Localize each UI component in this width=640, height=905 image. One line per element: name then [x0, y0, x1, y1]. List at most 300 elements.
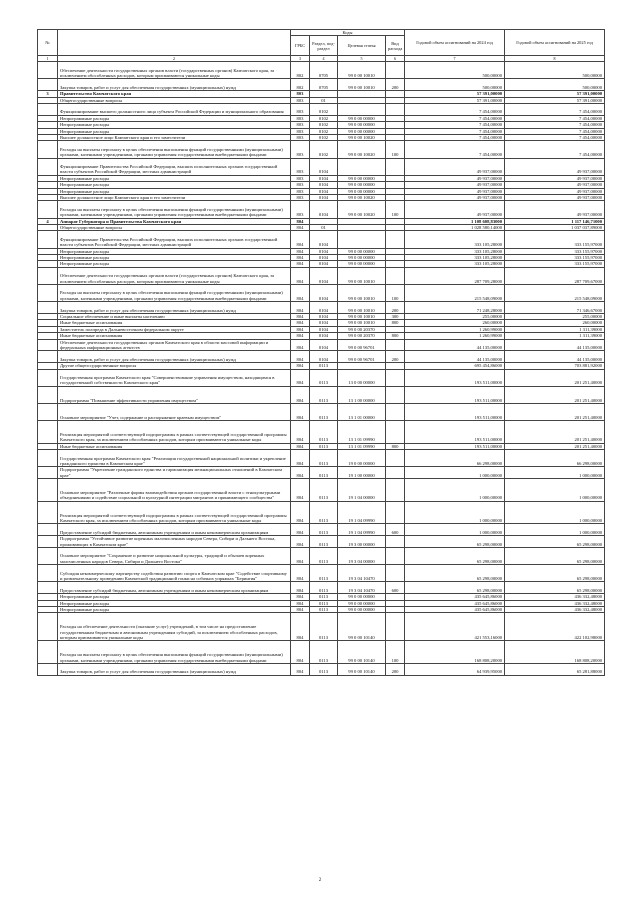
row-target-item: 99 0 00 10140: [338, 641, 386, 664]
row-target-item: 19 1 04 09990: [338, 501, 386, 524]
row-grbs: 803: [291, 115, 310, 121]
row-target-item: 99 0 00 20370: [338, 333, 386, 339]
row-target-item: 99 0 00 00000: [338, 115, 386, 121]
row-grbs: 804: [291, 255, 310, 261]
colnum-2: 2: [58, 56, 291, 62]
row-amount-2025: 65 298,00000: [505, 565, 605, 582]
row-target-item: 99 0 00 00000: [338, 128, 386, 134]
row-section: 01: [310, 97, 338, 103]
row-amount-2024: 7 454,00000: [405, 122, 505, 128]
row-amount-2024: 695 454,86000: [405, 363, 505, 369]
table-row: [38, 421, 605, 444]
row-grbs: 803: [291, 182, 310, 188]
row-number: [38, 524, 58, 536]
row-grbs: 804: [291, 248, 310, 254]
row-target-item: 19 3 04 10470: [338, 582, 386, 594]
row-expense-type: 200: [386, 79, 405, 91]
row-amount-2024: 65 298,00000: [405, 536, 505, 548]
row-grbs: 804: [291, 261, 310, 267]
row-expense-type: 800: [386, 320, 405, 326]
row-name: Непрограммные расходы: [58, 115, 291, 121]
colnum-8: 8: [505, 56, 605, 62]
row-amount-2025: 7 454,00000: [505, 135, 605, 141]
row-amount-2024: 44 135,00000: [405, 351, 505, 363]
row-expense-type: [386, 369, 405, 386]
row-name: Непрограммные расходы: [58, 175, 291, 181]
row-section: 0104: [310, 261, 338, 267]
row-amount-2025: 1 037 037,89000: [505, 225, 605, 231]
row-amount-2024: 49 937,00000: [405, 182, 505, 188]
row-expense-type: [386, 158, 405, 175]
row-amount-2024: 7 454,00000: [405, 115, 505, 121]
row-name: Функционирование Правительства Российской Федерации, высших исполнительных органов государственной власти субъектов Российской Федерации, местных администраций: [58, 158, 291, 175]
row-target-item: 13 1 00 00000: [338, 386, 386, 403]
row-name: Непрограммные расходы: [58, 261, 291, 267]
row-number: [38, 663, 58, 675]
row-section: 0113: [310, 443, 338, 449]
row-target-item: 19 3 00 00000: [338, 536, 386, 548]
row-name: Общегосударственные вопросы: [58, 225, 291, 231]
row-target-item: 99 0 00 10020: [338, 195, 386, 201]
row-amount-2024: 435 645,86000: [405, 594, 505, 600]
table-row: [38, 404, 605, 421]
row-amount-2025: 333 155,97000: [505, 261, 605, 267]
row-target-item: 19 3 04 00000: [338, 548, 386, 565]
row-grbs: 804: [291, 524, 310, 536]
row-section: 0104: [310, 326, 338, 332]
table-row: [38, 351, 605, 363]
row-target-item: 99 0 00 00000: [338, 594, 386, 600]
row-name: Иные бюджетные ассигнования: [58, 333, 291, 339]
row-section: 0113: [310, 613, 338, 641]
row-expense-type: [386, 267, 405, 284]
table-row: [38, 467, 605, 479]
table-row: [38, 450, 605, 467]
row-section: 0104: [310, 302, 338, 314]
row-name: Закупка товаров, работ и услуг для обеспечения государственных (муниципальных) нужд: [58, 351, 291, 363]
row-target-item: 99 0 00 00000: [338, 261, 386, 267]
row-number: [38, 267, 58, 284]
row-target-item: 99 0 00 00000: [338, 600, 386, 606]
row-amount-2025: 65 281,88000: [505, 663, 605, 675]
row-amount-2024: 193 511,00000: [405, 443, 505, 449]
row-number: 3: [38, 91, 58, 97]
row-name: Другие общегосударственные вопросы: [58, 363, 291, 369]
row-grbs: 803: [291, 188, 310, 194]
row-amount-2025: 500,00000: [505, 62, 605, 79]
row-amount-2025: 201 251,40000: [505, 404, 605, 421]
row-amount-2024: 66 298,00000: [405, 450, 505, 467]
row-number: 4: [38, 218, 58, 224]
row-number: [38, 582, 58, 594]
row-amount-2025: 168 808,20000: [505, 641, 605, 664]
row-name: Обеспечение деятельности государственных органов власти (государственных органов) Камчатского края, за исключением обособленных расходов, которым присваиваются уникальные коды: [58, 267, 291, 284]
row-amount-2024: 1 000,00000: [405, 467, 505, 479]
row-amount-2025: 287 709,67000: [505, 267, 605, 284]
row-name: Непрограммные расходы: [58, 255, 291, 261]
row-number: [38, 450, 58, 467]
row-amount-2024: 7 454,00000: [405, 135, 505, 141]
row-number: [38, 386, 58, 403]
row-amount-2025: 65 298,00000: [505, 548, 605, 565]
row-number: [38, 339, 58, 351]
row-name: Закупка товаров, работ и услуг для обеспечения государственных (муниципальных) нужд: [58, 79, 291, 91]
colnum-3: 3: [291, 56, 310, 62]
header-vr: Вид расхода: [386, 36, 405, 56]
row-section: 0102: [310, 128, 338, 134]
row-amount-2024: 49 937,00000: [405, 188, 505, 194]
row-expense-type: [386, 386, 405, 403]
row-target-item: 99 0 00 10020: [338, 201, 386, 218]
row-amount-2024: 49 937,00000: [405, 158, 505, 175]
row-number: [38, 613, 58, 641]
row-expense-type: [386, 501, 405, 524]
row-number: [38, 231, 58, 248]
row-target-item: [338, 158, 386, 175]
row-expense-type: 200: [386, 663, 405, 675]
row-number: [38, 421, 58, 444]
row-amount-2024: 1 108 608,83000: [405, 218, 505, 224]
row-name: Непрограммные расходы: [58, 594, 291, 600]
row-grbs: 804: [291, 267, 310, 284]
row-number: [38, 104, 58, 116]
row-amount-2025: 1 311,39000: [505, 326, 605, 332]
row-grbs: 804: [291, 421, 310, 444]
row-target-item: 13 1 01 00000: [338, 404, 386, 421]
row-grbs: 804: [291, 582, 310, 594]
row-grbs: 804: [291, 225, 310, 231]
table-row: [38, 369, 605, 386]
row-amount-2025: 49 937,00000: [505, 175, 605, 181]
row-number: [38, 501, 58, 524]
row-name: Социальное обеспечение и иные выплаты населению: [58, 314, 291, 320]
row-number: [38, 201, 58, 218]
row-amount-2024: 44 135,00000: [405, 339, 505, 351]
row-grbs: 803: [291, 175, 310, 181]
row-section: 0113: [310, 450, 338, 467]
colnum-7: 7: [405, 56, 505, 62]
row-grbs: 804: [291, 479, 310, 502]
row-amount-2024: 65 298,00000: [405, 548, 505, 565]
row-name: Иные бюджетные ассигнования: [58, 320, 291, 326]
row-grbs: 804: [291, 218, 310, 224]
row-amount-2025: 7 454,00000: [505, 141, 605, 158]
row-amount-2025: 1 311,39000: [505, 333, 605, 339]
row-name: Основное мероприятие "Сохранение и развитие национальной культуры, традиций и обычаев коренных малочисленных народов Севера, Сибири и Дальнего Востока": [58, 548, 291, 565]
row-section: 0102: [310, 115, 338, 121]
row-name: Высшее должностное лицо Камчатского края и его заместители: [58, 195, 291, 201]
row-number: [38, 351, 58, 363]
row-target-item: 99 0 00 00000: [338, 182, 386, 188]
row-amount-2024: 333 105,28000: [405, 255, 505, 261]
row-section: 0113: [310, 421, 338, 444]
table-row: [38, 302, 605, 314]
colnum-6: 6: [386, 56, 405, 62]
row-number: [38, 536, 58, 548]
row-number: [38, 285, 58, 302]
row-target-item: 99 0 00 10010: [338, 314, 386, 320]
row-expense-type: 200: [386, 351, 405, 363]
row-target-item: 99 0 00 00000: [338, 188, 386, 194]
row-section: 0113: [310, 479, 338, 502]
row-name: Государственная программа Камчатского края "Реализация государственной национальной политики и укрепление гражданского единства в Камчатском крае": [58, 450, 291, 467]
row-name: Обеспечение деятельности государственных органов власти (государственных органов) Камчатского края, за исключением обособленных расходов, которым присваиваются уникальные коды: [58, 62, 291, 79]
row-section: 0104: [310, 248, 338, 254]
row-target-item: 19 3 04 10470: [338, 565, 386, 582]
row-name: Обеспечение деятельности государственных органов Камчатского края в области массовой информации и федеральных информационных агентств: [58, 339, 291, 351]
row-name: Закупка товаров, работ и услуг для обеспечения государственных (муниципальных) нужд: [58, 302, 291, 314]
row-name: Основное мероприятие "Различные формы взаимодействия органов государственной власти с этнокультурными объединениями и содействие социальной и культурной интеграции мигрантов и принимающего сообщества": [58, 479, 291, 502]
row-amount-2024: 333 105,28000: [405, 248, 505, 254]
row-target-item: 99 0 00 00000: [338, 248, 386, 254]
row-target-item: [338, 231, 386, 248]
row-expense-type: [386, 613, 405, 641]
row-grbs: 803: [291, 201, 310, 218]
row-expense-type: [386, 479, 405, 502]
row-expense-type: [386, 231, 405, 248]
row-name: Общегосударственные вопросы: [58, 97, 291, 103]
row-amount-2025: 7 454,00000: [505, 115, 605, 121]
row-amount-2025: 49 937,00000: [505, 182, 605, 188]
row-section: 0102: [310, 135, 338, 141]
row-amount-2024: 215 548,09000: [405, 285, 505, 302]
row-target-item: 13 1 01 09990: [338, 443, 386, 449]
row-name: Расходы на выплаты персоналу в целях обеспечения выполнения функций государственными (муниципальными) органами, казенными учреждениями, органами управления государственными внебюджетными фондами: [58, 141, 291, 158]
row-expense-type: 300: [386, 314, 405, 320]
row-expense-type: [386, 339, 405, 351]
row-target-item: 99 0 00 10010: [338, 285, 386, 302]
row-amount-2024: 500,00000: [405, 79, 505, 91]
row-expense-type: 800: [386, 443, 405, 449]
row-grbs: 804: [291, 594, 310, 600]
row-name: Реализация мероприятий соответствующей подпрограммы в рамках соответствующей государственной программы Камчатского края, за исключением обособленных расходов, которым присваиваются уникальные коды: [58, 421, 291, 444]
row-section: 0104: [310, 320, 338, 326]
row-grbs: 803: [291, 195, 310, 201]
row-amount-2024: 421 553,16000: [405, 613, 505, 641]
row-section: 0104: [310, 314, 338, 320]
row-amount-2025: 436 332,48000: [505, 600, 605, 606]
table-row: [38, 524, 605, 536]
row-section: 0113: [310, 606, 338, 612]
row-name: Функционирование высшего должностного лица субъекта Российской Федерации и муниципального образования: [58, 104, 291, 116]
row-number: [38, 404, 58, 421]
row-name: Непрограммные расходы: [58, 248, 291, 254]
row-amount-2025: 422 102,98000: [505, 613, 605, 641]
row-grbs: 803: [291, 97, 310, 103]
row-expense-type: 600: [386, 524, 405, 536]
row-amount-2024: 65 298,00000: [405, 582, 505, 594]
row-grbs: 803: [291, 128, 310, 134]
row-amount-2024: 193 511,00000: [405, 386, 505, 403]
row-grbs: 804: [291, 314, 310, 320]
table-row: [38, 79, 605, 91]
row-amount-2025: 1 000,00000: [505, 479, 605, 502]
row-amount-2025: 333 155,97000: [505, 248, 605, 254]
row-grbs: 804: [291, 404, 310, 421]
row-section: 0113: [310, 386, 338, 403]
table-row: [38, 479, 605, 502]
row-expense-type: 100: [386, 641, 405, 664]
row-amount-2024: 49 937,00000: [405, 175, 505, 181]
row-section: 0113: [310, 536, 338, 548]
table-row: [38, 641, 605, 664]
row-target-item: 99 0 00 96701: [338, 351, 386, 363]
row-target-item: 99 0 00 00000: [338, 255, 386, 261]
row-section: 0104: [310, 201, 338, 218]
row-amount-2025: 255,00000: [505, 314, 605, 320]
row-section: 0104: [310, 285, 338, 302]
row-amount-2025: 333 155,97000: [505, 231, 605, 248]
row-target-item: 99 0 00 00000: [338, 606, 386, 612]
row-grbs: 804: [291, 443, 310, 449]
row-amount-2025: 201 251,40000: [505, 386, 605, 403]
row-section: 0104: [310, 182, 338, 188]
table-row: [38, 231, 605, 248]
row-section: 0705: [310, 62, 338, 79]
row-expense-type: 600: [386, 582, 405, 594]
row-amount-2024: 1 028 580,14000: [405, 225, 505, 231]
row-amount-2025: 1 117 146,71000: [505, 218, 605, 224]
row-amount-2025: 1 000,00000: [505, 467, 605, 479]
row-amount-2025: 1 000,00000: [505, 501, 605, 524]
row-expense-type: [386, 467, 405, 479]
row-name: Заместитель полпреда в Дальневосточном федеральном округе: [58, 326, 291, 332]
row-grbs: 804: [291, 641, 310, 664]
budget-table: [37, 29, 605, 676]
table-row: [38, 582, 605, 594]
row-section: 0104: [310, 267, 338, 284]
row-name: Высшее должностное лицо Камчатского края и его заместители: [58, 135, 291, 141]
row-grbs: 804: [291, 351, 310, 363]
row-expense-type: 200: [386, 302, 405, 314]
row-amount-2025: 44 135,00000: [505, 351, 605, 363]
row-amount-2025: 436 332,48000: [505, 594, 605, 600]
row-target-item: 99 0 00 10020: [338, 141, 386, 158]
row-section: 0113: [310, 404, 338, 421]
row-section: 0102: [310, 122, 338, 128]
row-grbs: 804: [291, 369, 310, 386]
row-amount-2025: 57 391,00000: [505, 91, 605, 97]
row-amount-2024: 7 454,00000: [405, 141, 505, 158]
table-row: [38, 663, 605, 675]
table-row: [38, 565, 605, 582]
row-section: 0104: [310, 188, 338, 194]
row-expense-type: [386, 104, 405, 116]
row-amount-2025: 260,00000: [505, 320, 605, 326]
header-codes: Коды: [291, 30, 405, 36]
row-amount-2024: 287 709,28000: [405, 267, 505, 284]
row-expense-type: [386, 62, 405, 79]
row-target-item: 99 0 00 10010: [338, 267, 386, 284]
row-grbs: 804: [291, 565, 310, 582]
row-expense-type: [386, 421, 405, 444]
row-name: Аппарат Губернатора и Правительства Камчатского края: [58, 218, 291, 224]
table-row: [38, 548, 605, 565]
row-amount-2024: 500,00000: [405, 62, 505, 79]
row-target-item: 99 0 00 10010: [338, 79, 386, 91]
row-number: [38, 302, 58, 314]
row-name: Основное мероприятие "Учет, содержание и распоряжение краевым имуществом": [58, 404, 291, 421]
row-amount-2024: 193 511,00000: [405, 369, 505, 386]
row-expense-type: 100: [386, 285, 405, 302]
row-amount-2024: 193 511,00000: [405, 404, 505, 421]
row-section: 0113: [310, 582, 338, 594]
row-target-item: 99 0 00 10020: [338, 135, 386, 141]
row-target-item: 19 1 00 00000: [338, 467, 386, 479]
row-section: 0102: [310, 104, 338, 116]
row-grbs: 804: [291, 231, 310, 248]
row-name: Подпрограмма "Устойчивое развитие коренных малочисленных народов Севера, Сибири и Дальнего Востока, проживающих в Камчатском крае": [58, 536, 291, 548]
row-amount-2024: 7 454,00000: [405, 104, 505, 116]
row-section: 0102: [310, 141, 338, 158]
row-name: Расходы на выплаты персоналу в целях обеспечения выполнения функций государственными (муниципальными) органами, казенными учреждениями, органами управления государственными внебюджетными фондами: [58, 641, 291, 664]
table-row: [38, 501, 605, 524]
row-grbs: 803: [291, 135, 310, 141]
row-grbs: 803: [291, 91, 310, 97]
row-grbs: 803: [291, 141, 310, 158]
row-expense-type: 800: [386, 333, 405, 339]
row-amount-2024: 435 645,86000: [405, 606, 505, 612]
row-expense-type: 100: [386, 201, 405, 218]
row-number: [38, 158, 58, 175]
row-target-item: 99 0 00 00000: [338, 175, 386, 181]
budget-table-sheet: [37, 29, 604, 676]
row-number: [38, 479, 58, 502]
row-name: Субсидия некоммерческому партнерству содействия развитию спорта в Камчатском крае "Содействие спортивному и развлекательному проведению Камчатской традиционной гонки на собачьих упряжках "Берингия": [58, 565, 291, 582]
row-amount-2024: 435 645,86000: [405, 600, 505, 606]
row-target-item: 19 1 04 09990: [338, 524, 386, 536]
row-section: 01: [310, 225, 338, 231]
row-amount-2024: 260,00000: [405, 320, 505, 326]
row-amount-2025: 65 298,00000: [505, 536, 605, 548]
row-target-item: 99 0 00 10010: [338, 62, 386, 79]
row-number: [38, 369, 58, 386]
row-amount-2025: 49 937,00000: [505, 188, 605, 194]
row-name: Государственная программа Камчатского края "Совершенствование управления имуществом, находящимся в государственной собственности Камчатского края": [58, 369, 291, 386]
row-name: Непрограммные расходы: [58, 188, 291, 194]
row-amount-2025: 7 454,00000: [505, 104, 605, 116]
row-number: [38, 141, 58, 158]
row-target-item: [338, 104, 386, 116]
row-name: Непрограммные расходы: [58, 122, 291, 128]
row-name: Расходы на выплаты персоналу в целях обеспечения выполнения функций государственными (муниципальными) органами, казенными учреждениями, органами управления государственными внебюджетными фондами: [58, 201, 291, 218]
table-row: [38, 62, 605, 79]
row-number: [38, 548, 58, 565]
page-number: 2: [318, 878, 322, 883]
row-name: Правительство Камчатского края: [58, 91, 291, 97]
row-section: 0113: [310, 363, 338, 369]
row-amount-2024: 57 391,00000: [405, 97, 505, 103]
row-grbs: 804: [291, 600, 310, 606]
row-section: 0113: [310, 663, 338, 675]
row-section: 0104: [310, 333, 338, 339]
row-name: Иные бюджетные ассигнования: [58, 443, 291, 449]
row-target-item: 99 0 00 20370: [338, 326, 386, 332]
row-name: Предоставление субсидий бюджетным, автономным учреждениям и иным некоммерческим организациям: [58, 524, 291, 536]
row-amount-2025: 66 298,00000: [505, 450, 605, 467]
row-amount-2025: 436 332,48000: [505, 606, 605, 612]
row-expense-type: [386, 450, 405, 467]
row-amount-2024: 193 511,00000: [405, 421, 505, 444]
row-amount-2025: 49 937,00000: [505, 158, 605, 175]
row-amount-2025: 703 881,92000: [505, 363, 605, 369]
row-grbs: 804: [291, 450, 310, 467]
row-name: Непрограммные расходы: [58, 182, 291, 188]
row-grbs: 804: [291, 320, 310, 326]
row-grbs: 804: [291, 363, 310, 369]
row-section: 0705: [310, 79, 338, 91]
header-name: [58, 30, 291, 56]
